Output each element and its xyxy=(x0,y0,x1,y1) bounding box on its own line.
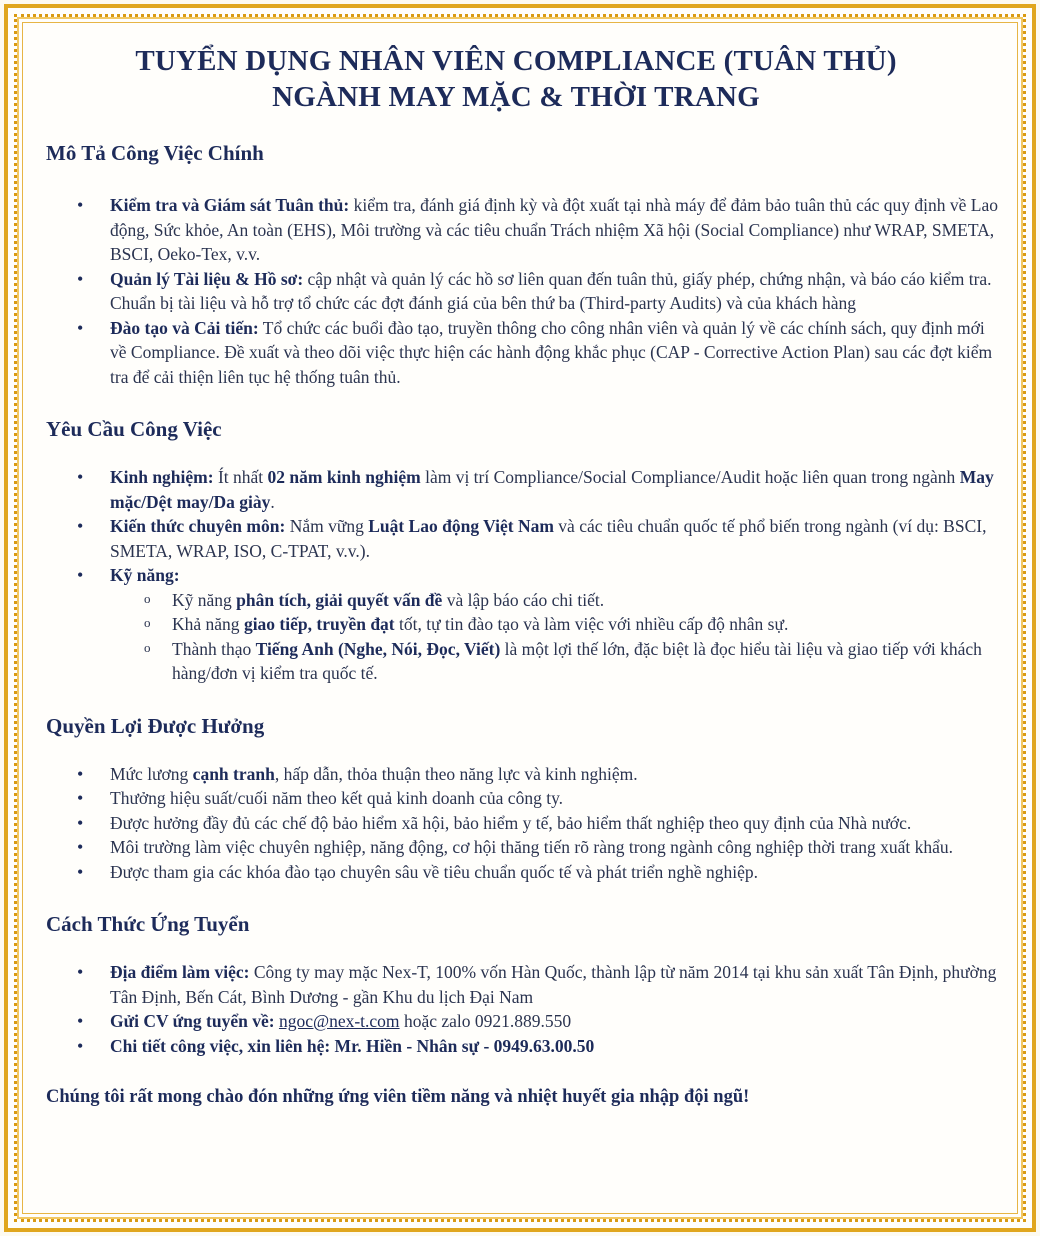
item-text: Nắm vững xyxy=(285,516,369,536)
section-heading-job-description: Mô Tả Công Việc Chính xyxy=(46,141,264,165)
list-item: • Được hưởng đầy đủ các chế độ bảo hiểm xã hội, bảo hiểm y tế, bảo hiểm thất nghiệp theo quy định của Nhà nước. xyxy=(32,811,1000,836)
item-text: Mức lương xyxy=(110,763,193,784)
section-heading-benefits: Quyền Lợi Được Hưởng xyxy=(46,713,265,738)
list-item: • Được tham gia các khóa đào tạo chuyên sâu về tiêu chuẩn quốc tế và phát triển nghề nghiệp. xyxy=(32,860,1000,885)
email-link[interactable]: ngoc@nex-t.com xyxy=(278,1011,400,1031)
title-line-1: TUYỂN DỤNG NHÂN VIÊN COMPLIANCE (TUÂN THỦ) xyxy=(135,45,897,77)
item-emphasis: May mặc/Dệt may/Da giày xyxy=(110,467,994,512)
item-text: . xyxy=(270,491,275,512)
item-label: Kiến thức chuyên môn: xyxy=(110,516,286,536)
closing-message: Chúng tôi rất mong chào đón những ứng viên tiềm năng và nhiệt huyết gia nhập đội ngũ! xyxy=(46,1087,750,1107)
page-title xyxy=(32,43,1000,115)
item-text: hoặc zalo 0921.889.550 xyxy=(399,1011,572,1031)
contact-info: Chi tiết công việc, xin liên hệ: Mr. Hiền - Nhân sự - 0949.63.00.50 xyxy=(110,1035,595,1056)
list-item xyxy=(32,514,1000,563)
item-text: Tổ chức các buổi đào tạo, truyền thông cho công nhân viên và quản lý về các chính sách, quy định mới về Compliance. Đề xuất và theo dõi việc thực hiện các hành động khắc phục (CAP - Corrective Action Plan) sau các đợt kiểm tra để cải thiện liên tục hệ thống tuân thủ. xyxy=(110,317,993,387)
benefits-list xyxy=(32,762,1000,885)
sub-list-item xyxy=(110,612,1000,637)
list-item: • Thưởng hiệu suất/cuối năm theo kết quả kinh doanh của công ty. xyxy=(32,786,1000,811)
apply-list xyxy=(32,960,1000,1058)
item-text: , hấp dẫn, thỏa thuận theo năng lực và kinh nghiệm. xyxy=(274,763,638,784)
list-item xyxy=(32,316,1000,390)
item-emphasis: 02 năm kinh nghiệm xyxy=(267,467,421,487)
item-label: Kiểm tra và Giám sát Tuân thủ: xyxy=(110,195,350,215)
requirements-list xyxy=(32,465,1000,686)
list-item xyxy=(32,762,1000,787)
section-heading-how-to-apply: Cách Thức Ứng Tuyển xyxy=(46,912,250,936)
title-line-2: NGÀNH MAY MẶC & THỜI TRANG xyxy=(272,81,760,113)
item-text: làm vị trí Compliance/Social Compliance/Audit hoặc liên quan trong ngành xyxy=(420,467,960,487)
list-item xyxy=(32,1009,1000,1034)
item-label: Địa điểm làm việc: xyxy=(110,962,250,982)
item-text: Công ty may mặc Nex-T, 100% vốn Hàn Quốc, thành lập từ năm 2014 tại khu sản xuất Tân Định, phường Tân Định, Bến Cát, Bình Dương - gần Khu du lịch Đại Nam xyxy=(110,962,997,1007)
item-emphasis: giao tiếp, truyền đạt xyxy=(243,614,395,634)
item-text: tốt, tự tin đào tạo và làm việc với nhiều cấp độ nhân sự. xyxy=(394,614,789,634)
item-text: là một lợi thế lớn, đặc biệt là đọc hiểu tài liệu và giao tiếp với khách hàng/đơn vị kiểm tra quốc tế. xyxy=(172,638,982,683)
item-emphasis: cạnh tranh xyxy=(192,763,275,784)
item-text: Ít nhất xyxy=(213,467,268,487)
item-text: Thành thạo xyxy=(172,638,256,659)
sub-list-item xyxy=(110,637,1000,686)
skills-sublist xyxy=(110,588,1000,686)
item-label: Gửi CV ứng tuyển về: xyxy=(110,1011,275,1031)
item-emphasis: Luật Lao động Việt Nam xyxy=(368,516,554,536)
item-text: Khả năng xyxy=(172,614,244,634)
list-item xyxy=(32,193,1000,267)
list-item xyxy=(32,267,1000,316)
list-item xyxy=(32,960,1000,1009)
item-label: Quản lý Tài liệu & Hồ sơ: xyxy=(110,268,304,289)
item-label: Đào tạo và Cải tiến: xyxy=(110,317,259,338)
item-label: Kinh nghiệm: xyxy=(110,467,214,487)
list-item xyxy=(32,563,1000,686)
item-emphasis: Tiếng Anh (Nghe, Nói, Đọc, Viết) xyxy=(255,638,501,659)
item-emphasis: phân tích, giải quyết vấn đề xyxy=(236,589,443,610)
item-label: Kỹ năng: xyxy=(110,565,180,585)
document-content xyxy=(32,30,1000,1200)
item-text: và lập báo cáo chi tiết. xyxy=(442,589,605,610)
item-text: Kỹ năng xyxy=(172,589,237,610)
section-heading-requirements: Yêu Cầu Công Việc xyxy=(46,417,222,441)
item-text: và các tiêu chuẩn quốc tế phổ biến trong ngành (ví dụ: BSCI, SMETA, WRAP, ISO, C-TPAT, v.v.). xyxy=(110,516,987,561)
list-item: • Môi trường làm việc chuyên nghiệp, năng động, cơ hội thăng tiến rõ ràng trong ngành công nghiệp thời trang xuất khẩu. xyxy=(32,835,1000,860)
job-description-list xyxy=(32,193,1000,389)
item-text: kiểm tra, đánh giá định kỳ và đột xuất tại nhà máy để đảm bảo tuân thủ các quy định về Lao động, Sức khỏe, An toàn (EHS), Môi trường và các tiêu chuẩn Trách nhiệm Xã hội (Social Compliance) như WRAP, SMETA, BSCI, Oeko-Tex, v.v. xyxy=(110,195,998,264)
list-item xyxy=(32,465,1000,514)
list-item xyxy=(32,1034,1000,1059)
item-text: cập nhật và quản lý các hồ sơ liên quan đến tuân thủ, giấy phép, chứng nhận, và báo cáo kiểm tra. Chuẩn bị tài liệu và hỗ trợ tổ chức các đợt đánh giá của bên thứ ba (Third-party Audits) và của khách hàng xyxy=(110,268,992,313)
sub-list-item xyxy=(110,588,1000,613)
